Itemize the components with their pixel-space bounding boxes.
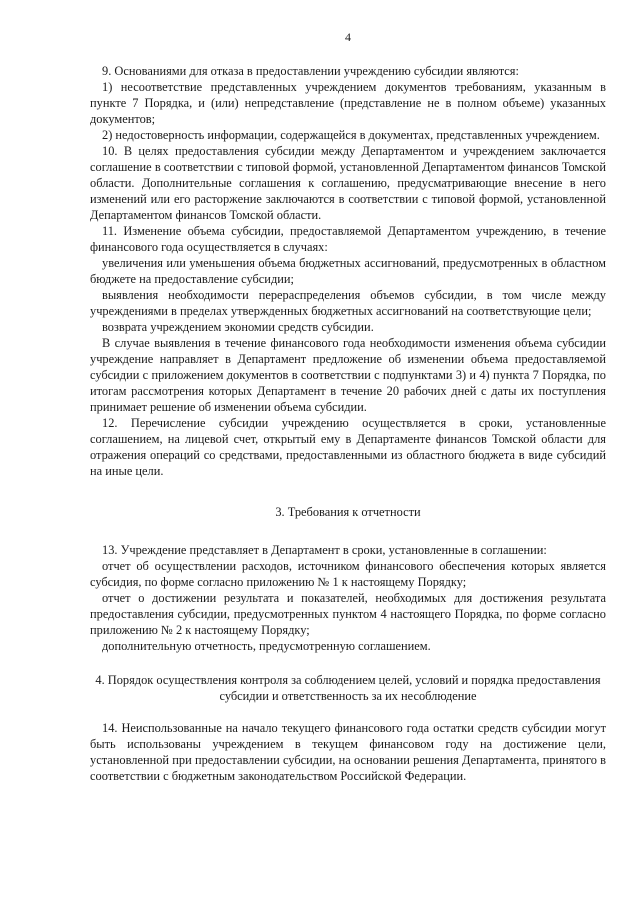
paragraph-11: 11. Изменение объема субсидии, предоставляемой Департаментом учреждению, в течение финансового года осуществляется в случаях: — [90, 224, 606, 254]
paragraph-13-item-2: отчет о достижении результата и показателей, необходимых для достижения результата предоставления субсидии, предусмотренных пунктом 4 настоящего Порядка, по форме согласно приложению № 2 к настоящему Порядку; — [90, 591, 606, 637]
paragraph-9: 9. Основаниями для отказа в предоставлении учреждению субсидии являются: — [102, 64, 519, 78]
section-3-heading: 3. Требования к отчетности — [275, 505, 421, 519]
document-page — [90, 30, 606, 784]
paragraph-11-case-3: возврата учреждением экономии средств субсидии. — [102, 320, 374, 334]
paragraph-13: 13. Учреждение представляет в Департамент в сроки, установленные в соглашении: — [102, 543, 547, 557]
paragraph-11-procedure: В случае выявления в течение финансового года необходимости изменения объема субсидии учреждение направляет в Департамент предложение об изменении объема предоставляемой субсидии с приложением документов в соответствии с подпунктами 3) и 4) пункта 7 Порядка, по итогам рассмотрения которых Департамент в течение 20 рабочих дней с даты их поступления принимает решение об изменении объема субсидии. — [90, 336, 606, 414]
paragraph-13-item-3: дополнительную отчетность, предусмотренную соглашением. — [102, 639, 431, 653]
page-number: 4 — [345, 30, 351, 44]
paragraph-13-item-1: отчет об осуществлении расходов, источником финансового обеспечения которых является субсидия, по форме согласно приложению № 1 к настоящему Порядку; — [90, 559, 606, 589]
paragraph-10: 10. В целях предоставления субсидии между Департаментом и учреждением заключается соглашение в соответствии с типовой формой, установленной Департаментом финансов Томской области. Дополнительные соглашения к соглашению, предусматривающие внесение в него изменений или его расторжение заключаются в соответствии с типовой формой, установленной Департаментом финансов Томской области. — [90, 144, 606, 222]
paragraph-12: 12. Перечисление субсидии учреждению осуществляется в сроки, установленные соглашением, на лицевой счет, открытый ему в Департаменте финансов Томской области для отражения операций со средствами, предоставленными из областного бюджета в виде субсидий на иные цели. — [90, 416, 606, 478]
paragraph-14: 14. Неиспользованные на начало текущего финансового года остатки средств субсидии могут быть использованы учреждением в текущем финансовом году на достижение цели, установленной при предоставлении субсидии, на основании решения Департамента, принятого в соответствии с бюджетным законодательством Российской Федерации. — [90, 721, 606, 783]
paragraph-9-item-2: 2) недостоверность информации, содержащейся в документах, представленных учреждением. — [102, 128, 600, 142]
paragraph-11-case-2: выявления необходимости перераспределения объемов субсидии, в том числе между учреждениями в пределах утвержденных бюджетных ассигнований на соответствующие цели; — [90, 288, 606, 318]
section-4-heading: 4. Порядок осуществления контроля за соблюдением целей, условий и порядка предоставления субсидии и ответственность за их несоблюдение — [95, 673, 601, 703]
paragraph-9-item-1: 1) несоответствие представленных учреждением документов требованиям, указанным в пункте 7 Порядка, и (или) непредставление (представление не в полном объеме) указанных документов; — [90, 80, 606, 126]
paragraph-11-case-1: увеличения или уменьшения объема бюджетных ассигнований, предусмотренных в областном бюджете на предоставление субсидии; — [90, 256, 606, 286]
